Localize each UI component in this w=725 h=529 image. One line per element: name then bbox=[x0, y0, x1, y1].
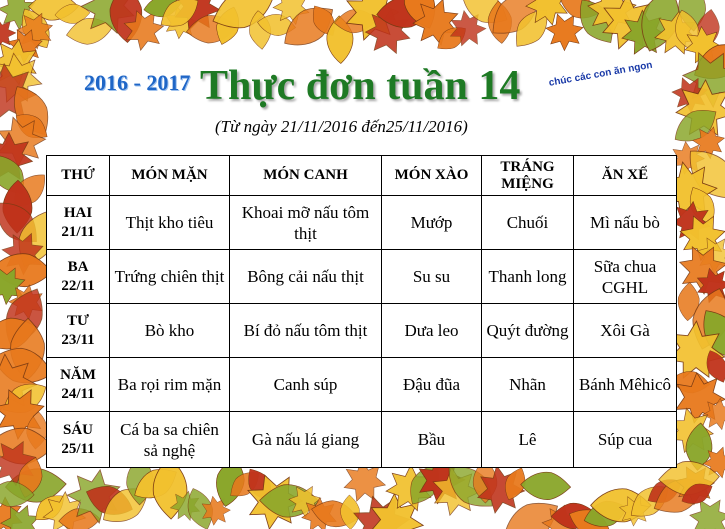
day-name: SÁU bbox=[62, 421, 93, 438]
day-date: 22/11 bbox=[61, 277, 95, 294]
day-cell bbox=[47, 358, 110, 412]
main-dish-cell: Ba rọi rim mặn bbox=[110, 358, 230, 412]
dessert-cell: Nhãn bbox=[482, 358, 574, 412]
dessert-cell: Chuối bbox=[482, 196, 574, 250]
stir-fry-cell: Su su bbox=[382, 250, 482, 304]
main-dish-cell: Thịt kho tiêu bbox=[110, 196, 230, 250]
stir-fry-cell: Đậu đũa bbox=[382, 358, 482, 412]
day-cell bbox=[47, 196, 110, 250]
table-row bbox=[47, 196, 677, 250]
soup-cell: Bông cải nấu thịt bbox=[230, 250, 382, 304]
header-mon-xao: MÓN XÀO bbox=[382, 156, 482, 196]
day-name: HAI bbox=[63, 204, 93, 221]
table-row bbox=[47, 412, 677, 468]
table-row bbox=[47, 250, 677, 304]
page-title: Thực đơn tuần 14 bbox=[200, 63, 521, 109]
day-name: BA bbox=[67, 258, 89, 275]
day-cell bbox=[47, 250, 110, 304]
leaf-decoration bbox=[690, 500, 725, 529]
soup-cell: Bí đỏ nấu tôm thịt bbox=[230, 304, 382, 358]
dessert-cell: Quýt đường bbox=[482, 304, 574, 358]
table-header-row bbox=[47, 156, 677, 196]
soup-cell: Gà nấu lá giang bbox=[230, 412, 382, 468]
day-name: TƯ bbox=[67, 312, 89, 329]
school-year: 2016 - 2017 bbox=[84, 70, 191, 95]
day-cell bbox=[47, 304, 110, 358]
main-dish-cell: Bò kho bbox=[110, 304, 230, 358]
day-date: 24/11 bbox=[61, 385, 95, 402]
snack-cell: Bánh Mêhicô bbox=[574, 358, 677, 412]
snack-cell: Sữa chua CGHL bbox=[574, 250, 677, 304]
soup-cell: Khoai mỡ nấu tôm thịt bbox=[230, 196, 382, 250]
header-an-xe: ĂN XẾ bbox=[574, 156, 677, 196]
day-date: 25/11 bbox=[61, 440, 95, 457]
snack-cell: Mì nấu bò bbox=[574, 196, 677, 250]
date-range: (Từ ngày 21/11/2016 đến25/11/2016) bbox=[215, 117, 468, 136]
day-date: 21/11 bbox=[61, 223, 95, 240]
snack-cell: Súp cua bbox=[574, 412, 677, 468]
header-thu: THỨ bbox=[47, 156, 110, 196]
snack-cell: Xôi Gà bbox=[574, 304, 677, 358]
main-dish-cell: Cá ba sa chiên sả nghệ bbox=[110, 412, 230, 468]
dessert-cell: Thanh long bbox=[482, 250, 574, 304]
table-row bbox=[47, 304, 677, 358]
main-dish-cell: Trứng chiên thịt bbox=[110, 250, 230, 304]
weekly-menu-table bbox=[46, 155, 677, 468]
dessert-cell: Lê bbox=[482, 412, 574, 468]
leaf-decoration bbox=[520, 471, 571, 501]
stir-fry-cell: Mướp bbox=[382, 196, 482, 250]
greeting-text: chúc các con ăn ngon bbox=[548, 59, 654, 89]
day-cell bbox=[47, 412, 110, 468]
table-row bbox=[47, 358, 677, 412]
soup-cell: Canh súp bbox=[230, 358, 382, 412]
header-trang-mieng: TRÁNG MIỆNG bbox=[482, 156, 574, 196]
day-date: 23/11 bbox=[61, 331, 95, 348]
stir-fry-cell: Dưa leo bbox=[382, 304, 482, 358]
day-name: NĂM bbox=[60, 366, 96, 383]
header-mon-man: MÓN MẶN bbox=[110, 156, 230, 196]
header-mon-canh: MÓN CANH bbox=[230, 156, 382, 196]
stir-fry-cell: Bầu bbox=[382, 412, 482, 468]
